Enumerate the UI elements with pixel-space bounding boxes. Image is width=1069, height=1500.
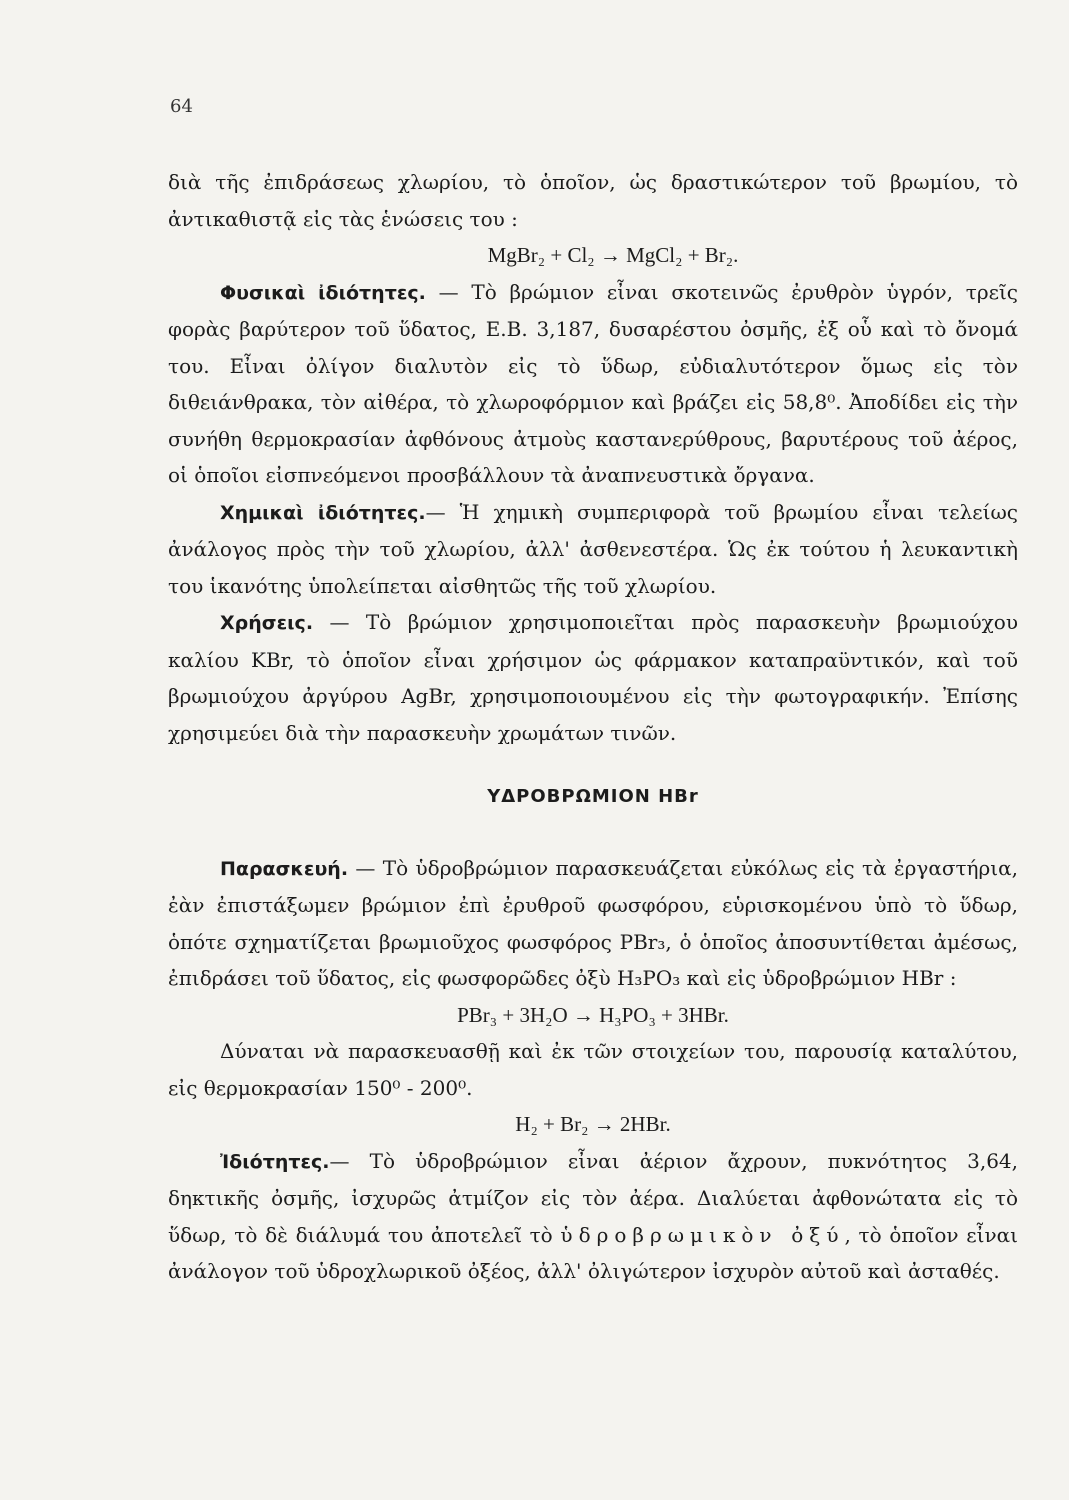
preparation-text: — Τὸ ὑδροβρώμιον παρασκευάζεται εὐκόλως εἰς τὰ ἐργαστήρια, ἐὰν ἐπιστάξωμεν βρώμιον ἐπὶ ἐρυθροῦ φωσφόρου, εὑρισκομένου ὑπὸ τὸ ὕδωρ, ὁπότε σχηματίζεται βρωμιοῦχος φωσφόρος PBr₃, ὁ ὁποῖος ἀποσυντίθεται ἀμέσως, ἐπιδράσει τοῦ ὕδατος, εἰς φωσφορῶδες ὀξὺ H₃PO₃ καὶ εἰς ὑδροβρώμιον HBr : — [168, 855, 1018, 990]
chemical-properties-paragraph — [168, 494, 1018, 605]
preparation-paragraph — [168, 850, 1018, 997]
page-body — [168, 164, 1018, 1290]
chemical-properties-text: — Ἡ χημικὴ συμπεριφορὰ τοῦ βρωμίου εἶναι τελείως ἀνάλογος πρὸς τὴν τοῦ χλωρίου, ἀλλ' ἀσθενεστέρα. Ὡς ἐκ τούτου ἡ λευκαντικὴ του ἱκανότης ὑπολείπεται αἰσθητῶς τῆς τοῦ χλωρίου. — [168, 499, 1018, 598]
equation-hydrogen-bromine: H₂ + Br₂ → 2HBr. — [515, 1112, 671, 1136]
physical-properties-text: — Τὸ βρώμιον εἶναι σκοτεινῶς ἐρυθρὸν ὑγρόν, τρεῖς φορὰς βαρύτερον τοῦ ὕδατος, Ε.Β. 3,187, δυσαρέστου ὀσμῆς, ἐξ οὗ καὶ τὸ ὄνομά του. Εἶναι ὀλίγον διαλυτὸν εἰς τὸ ὕδωρ, εὐδιαλυτότερον ὅμως εἰς τὸν διθειάνθρακα, τὸν αἰθέρα, τὸ χλωροφόρμιον καὶ βράζει εἰς 58,8⁰. Ἀποδίδει εἰς τὴν συνήθη θερμοκρασίαν ἀφθόνους ἀτμοὺς καστανερύθρους, βαρυτέρους τοῦ ἀέρος, οἱ ὁποῖοι εἰσπνεόμενοι προσβάλλουν τὰ ἀναπνευστικὰ ὄργανα. — [168, 279, 1019, 487]
hbr-properties-text-a: — Τὸ ὑδροβρώμιον εἶναι ἀέριον ἄχρουν, πυκνότητος 3,64, δηκτικῆς ὀσμῆς, ἰσχυρῶς ἀτμίζον εἰς τὸν ἀέρα. Διαλύεται ἀφθονώτατα εἰς τὸ ὕδωρ, τὸ δὲ διάλυμά του ἀποτελεῖ τὸ — [168, 1148, 1018, 1247]
page-number: 64 — [170, 96, 193, 117]
hbr-properties-heading: Ἰδιότητες. — [220, 1150, 330, 1173]
hbr-properties-text-b: , τὸ ὁποῖον εἶναι ἀνάλογον τοῦ ὑδροχλωρικοῦ ὀξέος, ἀλλ' ὀλιγώτερον ἰσχυρὸν αὐτοῦ καὶ ἀσταθές. — [168, 1222, 1018, 1283]
section-title: ΥΔΡΟΒΡΩΜΙΟΝ HBr — [487, 786, 699, 807]
intro-paragraph: διὰ τῆς ἐπιδράσεως χλωρίου, τὸ ὁποῖον, ὡς δραστικώτερον τοῦ βρωμίου, τὸ ἀντικαθιστᾷ εἰς τὰς ἑνώσεις του : — [168, 170, 1018, 231]
uses-paragraph — [168, 604, 1018, 751]
chemical-properties-heading: Χημικαὶ ἰδιότητες. — [220, 501, 426, 524]
hbr-properties-spaced-term: ὑδροβρωμικὸν ὀξύ — [560, 1222, 845, 1247]
preparation-heading: Παρασκευή. — [220, 857, 349, 880]
hbr-properties-paragraph — [168, 1143, 1018, 1290]
physical-properties-paragraph — [168, 274, 1018, 494]
synthesis-paragraph: Δύναται νὰ παρασκευασθῇ καὶ ἐκ τῶν στοιχείων του, παρουσίᾳ καταλύτου, εἰς θερμοκρασίαν 150⁰ - 200⁰. — [168, 1039, 1018, 1100]
equation-phosphorus-tribromide: PBr₃ + 3H₂O → H₃PO₃ + 3HBr. — [457, 1002, 729, 1027]
equation-bromide-chlorine: MgBr₂ + Cl₂ → MgCl₂ + Br₂. — [487, 243, 739, 267]
uses-heading: Χρήσεις. — [220, 612, 314, 634]
uses-text: — Τὸ βρώμιον χρησιμοποιεῖται πρὸς παρασκευὴν βρωμιούχου καλίου KBr, τὸ ὁποῖον εἶναι χρήσιμον ὡς φάρμακον καταπραϋντικόν, καὶ τοῦ βρωμιούχου ἀργύρου AgBr, χρησιμοποιουμένου εἰς τὴν φωτογραφικήν. Ἐπίσης χρησιμεύει διὰ τὴν παρασκευὴν χρωμάτων τινῶν. — [168, 610, 1018, 745]
physical-properties-heading: Φυσικαὶ ἰδιότητες. — [220, 281, 426, 304]
